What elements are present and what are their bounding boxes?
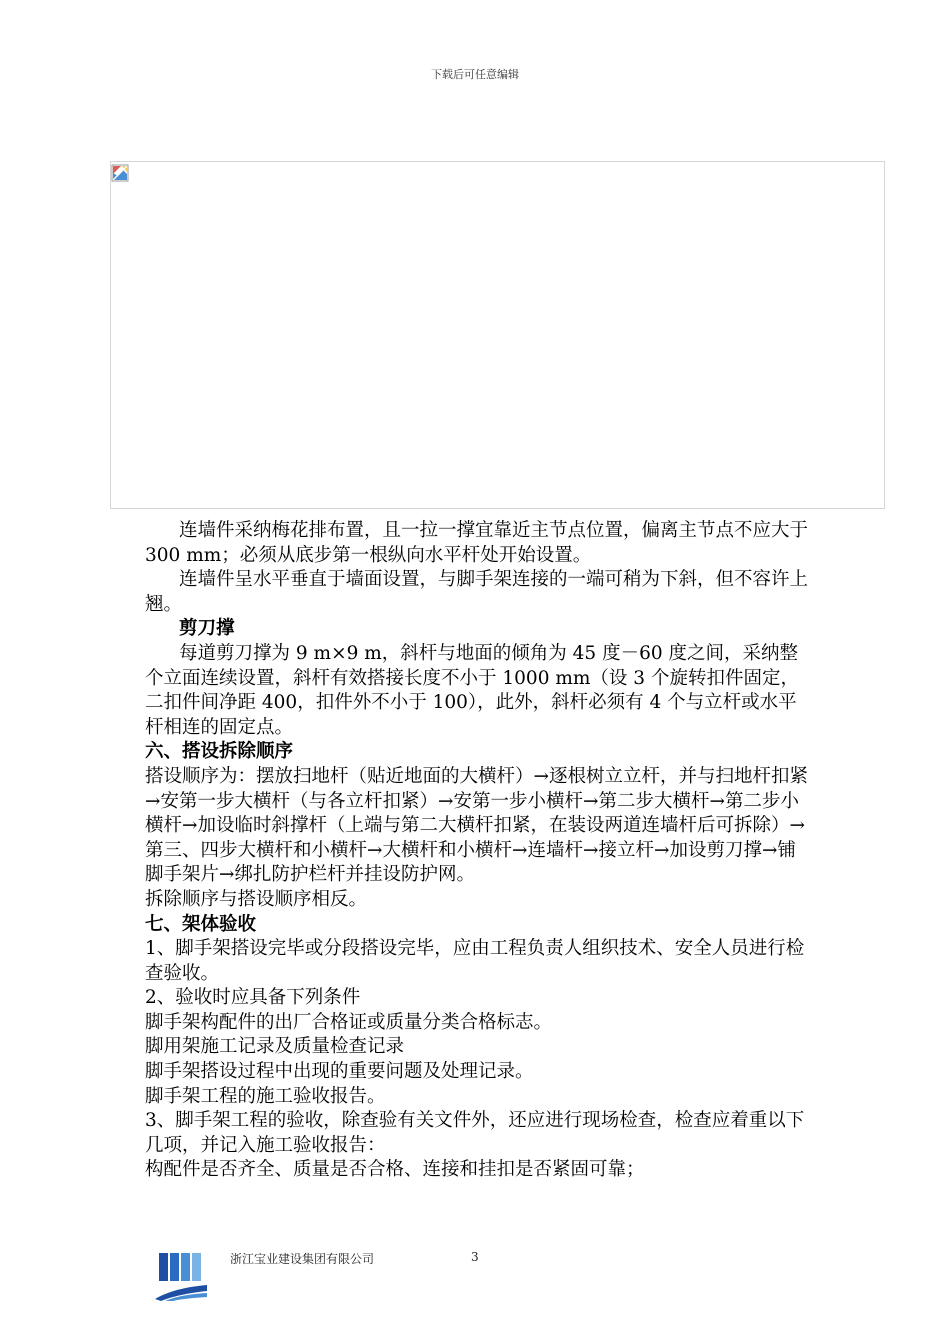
page-number: 3	[471, 1250, 479, 1264]
paragraph: 1、脚手架搭设完毕或分段搭设完毕，应由工程负责人组织技术、安全人员进行检查验收。	[145, 938, 805, 984]
header-note: 下载后可任意编辑	[431, 68, 519, 81]
broken-image-icon	[111, 164, 129, 182]
paragraph: 3、脚手架工程的验收，除查验有关文件外，还应进行现场检查，检查应着重以下几项，并记入施工验收报告：	[145, 1110, 805, 1156]
section-heading-6: 六、搭设拆除顺序	[145, 741, 294, 763]
paragraph: 脚用架施工记录及质量检查记录	[145, 1036, 405, 1058]
document-body	[145, 519, 811, 1183]
paragraph: 脚手架工程的施工验收报告。	[145, 1085, 386, 1107]
paragraph: 构配件是否齐全、质量是否合格、连接和挂扣是否紧固可靠；	[145, 1159, 645, 1181]
paragraph: 拆除顺序与搭设顺序相反。	[145, 888, 368, 910]
footer-company: 浙江宝业建设集团有限公司	[230, 1252, 375, 1266]
paragraph: 2、验收时应具备下列条件	[145, 987, 361, 1009]
paragraph: 每道剪刀撑为 9 m×9 m，斜杆与地面的倾角为 45 度－60 度之间，采纳整个立面连续设置，斜杆有效搭接长度不小于 1000 mm（设 3 个旋转扣件固定，二扣件间净距 400，扣件外不小于 100），此外，斜杆必须有 4 个与立杆或水平杆相连的固定点。	[145, 642, 799, 738]
paragraph: 脚手架构配件的出厂合格证或质量分类合格标志。	[145, 1011, 553, 1033]
subheading-scissor-brace: 剪刀撑	[179, 618, 235, 640]
paragraph: 搭设顺序为：摆放扫地杆（贴近地面的大横杆）→逐根树立立杆，并与扫地杆扣紧→安第一步大横杆（与各立杆扣紧）→安第一步小横杆→第二步大横杆→第二步小横杆→加设临时斜撑杆（上端与第二大横杆扣紧，在装设两道连墙杆后可拆除）→第三、四步大横杆和小横杆→大横杆和小横杆→连墙杆→接立杆→加设剪刀撑→铺脚手架片→绑扎防护栏杆并挂设防护网。	[145, 765, 809, 886]
company-logo	[155, 1251, 207, 1301]
image-placeholder	[110, 161, 885, 509]
paragraph: 连墙件采纳梅花排布置，且一拉一撑宜靠近主节点位置，偏离主节点不应大于 300 mm；必须从底步第一根纵向水平杆处开始设置。	[145, 520, 809, 566]
paragraph: 脚手架搭设过程中出现的重要问题及处理记录。	[145, 1061, 534, 1083]
section-heading-7: 七、架体验收	[145, 913, 257, 935]
paragraph: 连墙件呈水平垂直于墙面设置，与脚手架连接的一端可稍为下斜，但不容许上翘。	[145, 569, 809, 615]
